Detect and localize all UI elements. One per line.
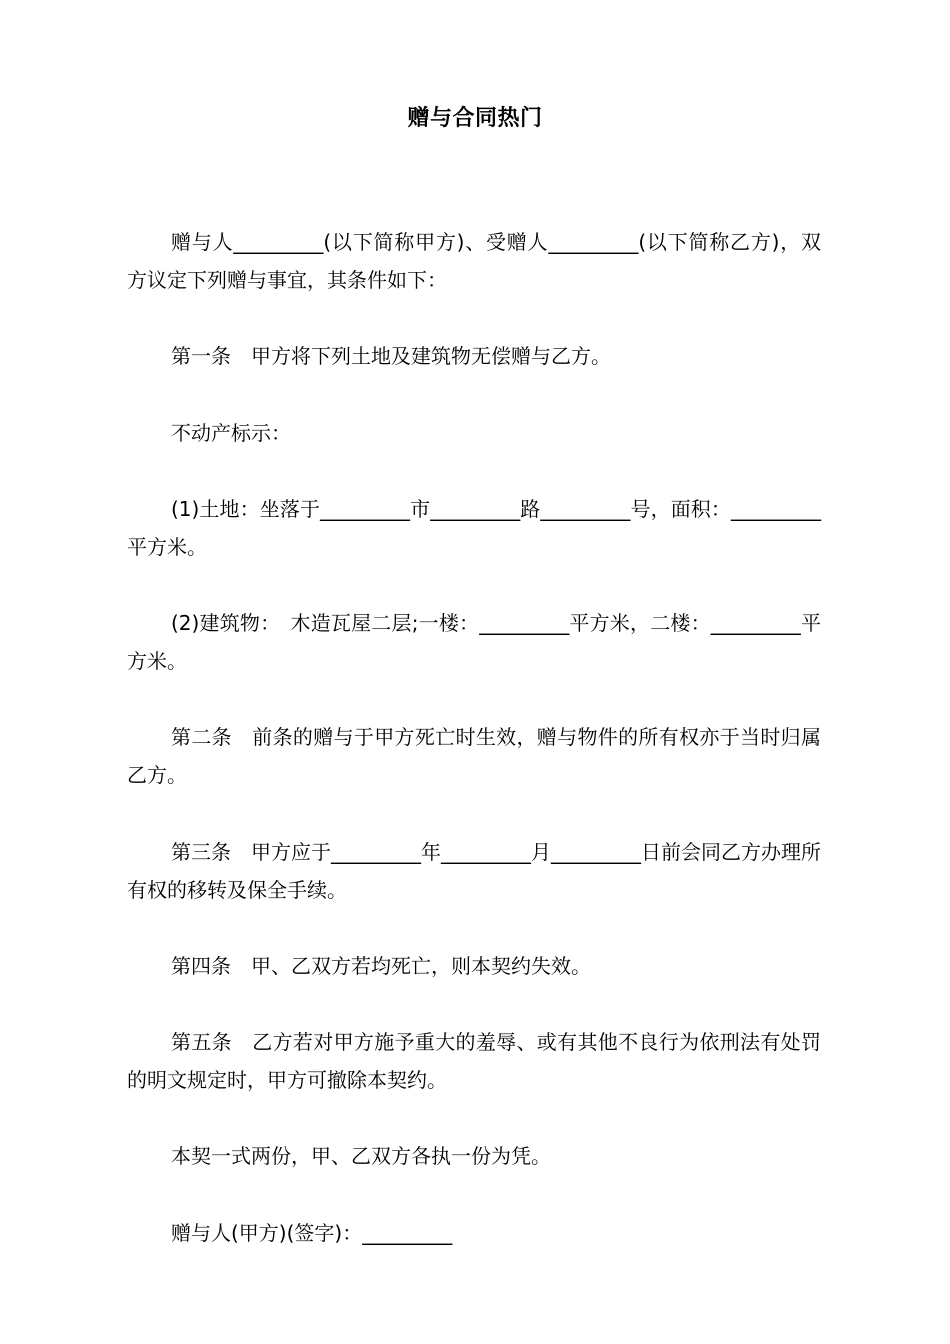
paragraph-article-5: 第五条 乙方若对甲方施予重大的羞辱、或有其他不良行为依刑法有处罚的明文规定时，甲方可撤除本契约。 (127, 1030, 821, 1092)
paragraph-land: (1)土地：坐落于_________市_________路_________号，面积：_________平方米。 (127, 497, 821, 559)
document-title: 赠与合同热门 (407, 106, 543, 131)
paragraph-article-4: 第四条 甲、乙双方若均死亡，则本契约失效。 (171, 954, 591, 978)
paragraph-article-1: 第一条 甲方将下列土地及建筑物无偿赠与乙方。 (171, 344, 611, 368)
paragraph-article-2: 第二条 前条的赠与于甲方死亡时生效，赠与物件的所有权亦于当时归属乙方。 (127, 725, 821, 787)
paragraph-copies: 本契一式两份，甲、乙双方各执一份为凭。 (171, 1144, 551, 1168)
paragraph-donor-signature: 赠与人(甲方)(签字)：_________ (171, 1221, 453, 1245)
paragraph-article-3: 第三条 甲方应于_________年_________月_________日前会同乙方办理所有权的移转及保全手续。 (127, 840, 821, 902)
paragraph-property-label: 不动产标示： (171, 421, 291, 445)
paragraph-preamble: 赠与人_________(以下简称甲方)、受赠人_________(以下简称乙方)，双方议定下列赠与事宜，其条件如下： (127, 230, 821, 292)
paragraph-building: (2)建筑物： 木造瓦屋二层;一楼：_________平方米，二楼：_________平方米。 (127, 611, 821, 673)
